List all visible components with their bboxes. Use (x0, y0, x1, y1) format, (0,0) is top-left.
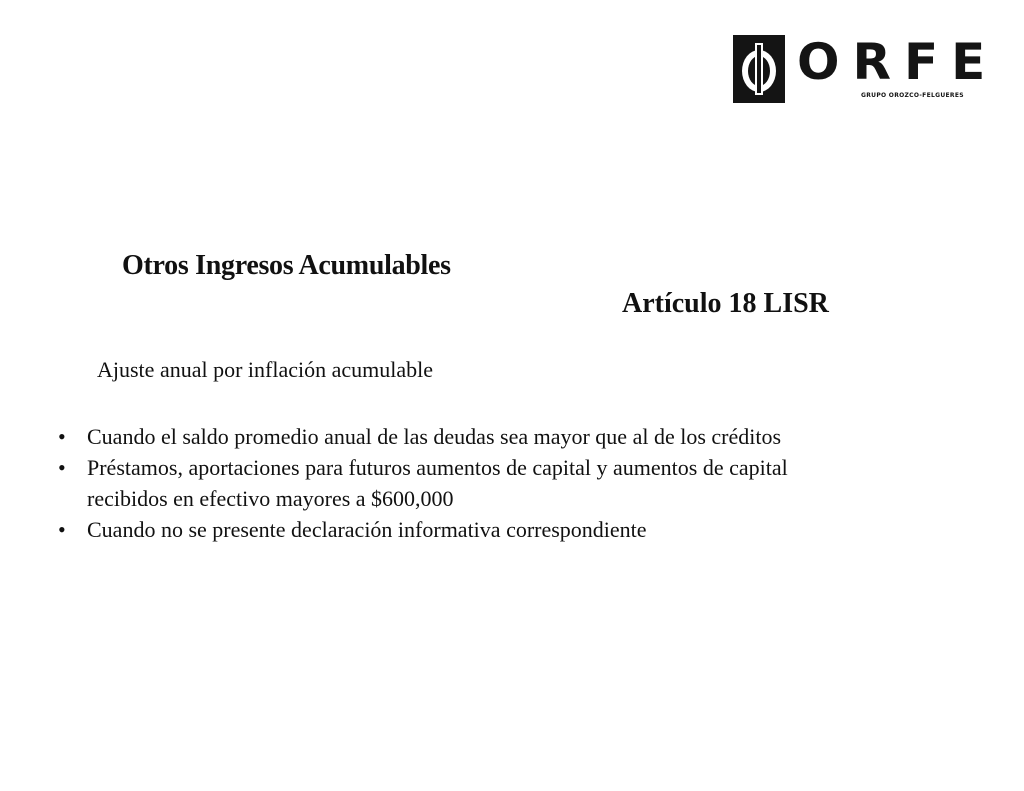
logo-tagline: GRUPO OROZCO-FELGUERES (861, 92, 964, 99)
bullet-line: Préstamos, aportaciones para futuros aumentos de capital y aumentos de capital (87, 455, 788, 480)
section-subtitle: Ajuste anual por inflación acumulable (97, 357, 433, 382)
orfe-logo (733, 33, 999, 105)
logo-wordmark: ORFE (797, 33, 999, 91)
bullet-line: recibidos en efectivo mayores a $600,000 (87, 486, 454, 511)
bullet-dot: • (58, 424, 66, 449)
bullet-dot: • (58, 455, 66, 480)
bullet-line: Cuando no se presente declaración informativa correspondiente (87, 517, 647, 542)
slide-title: Otros Ingresos Acumulables (122, 250, 451, 281)
orfe-logo-mark-icon (733, 35, 785, 103)
bullet-item (58, 452, 958, 514)
bullet-item (58, 421, 958, 452)
bullet-item (58, 514, 958, 545)
bullet-line: Cuando el saldo promedio anual de las deudas sea mayor que al de los créditos (87, 424, 782, 449)
bullet-dot: • (58, 517, 66, 542)
bullet-list (58, 421, 958, 545)
article-reference: Artículo 18 LISR (622, 288, 829, 319)
